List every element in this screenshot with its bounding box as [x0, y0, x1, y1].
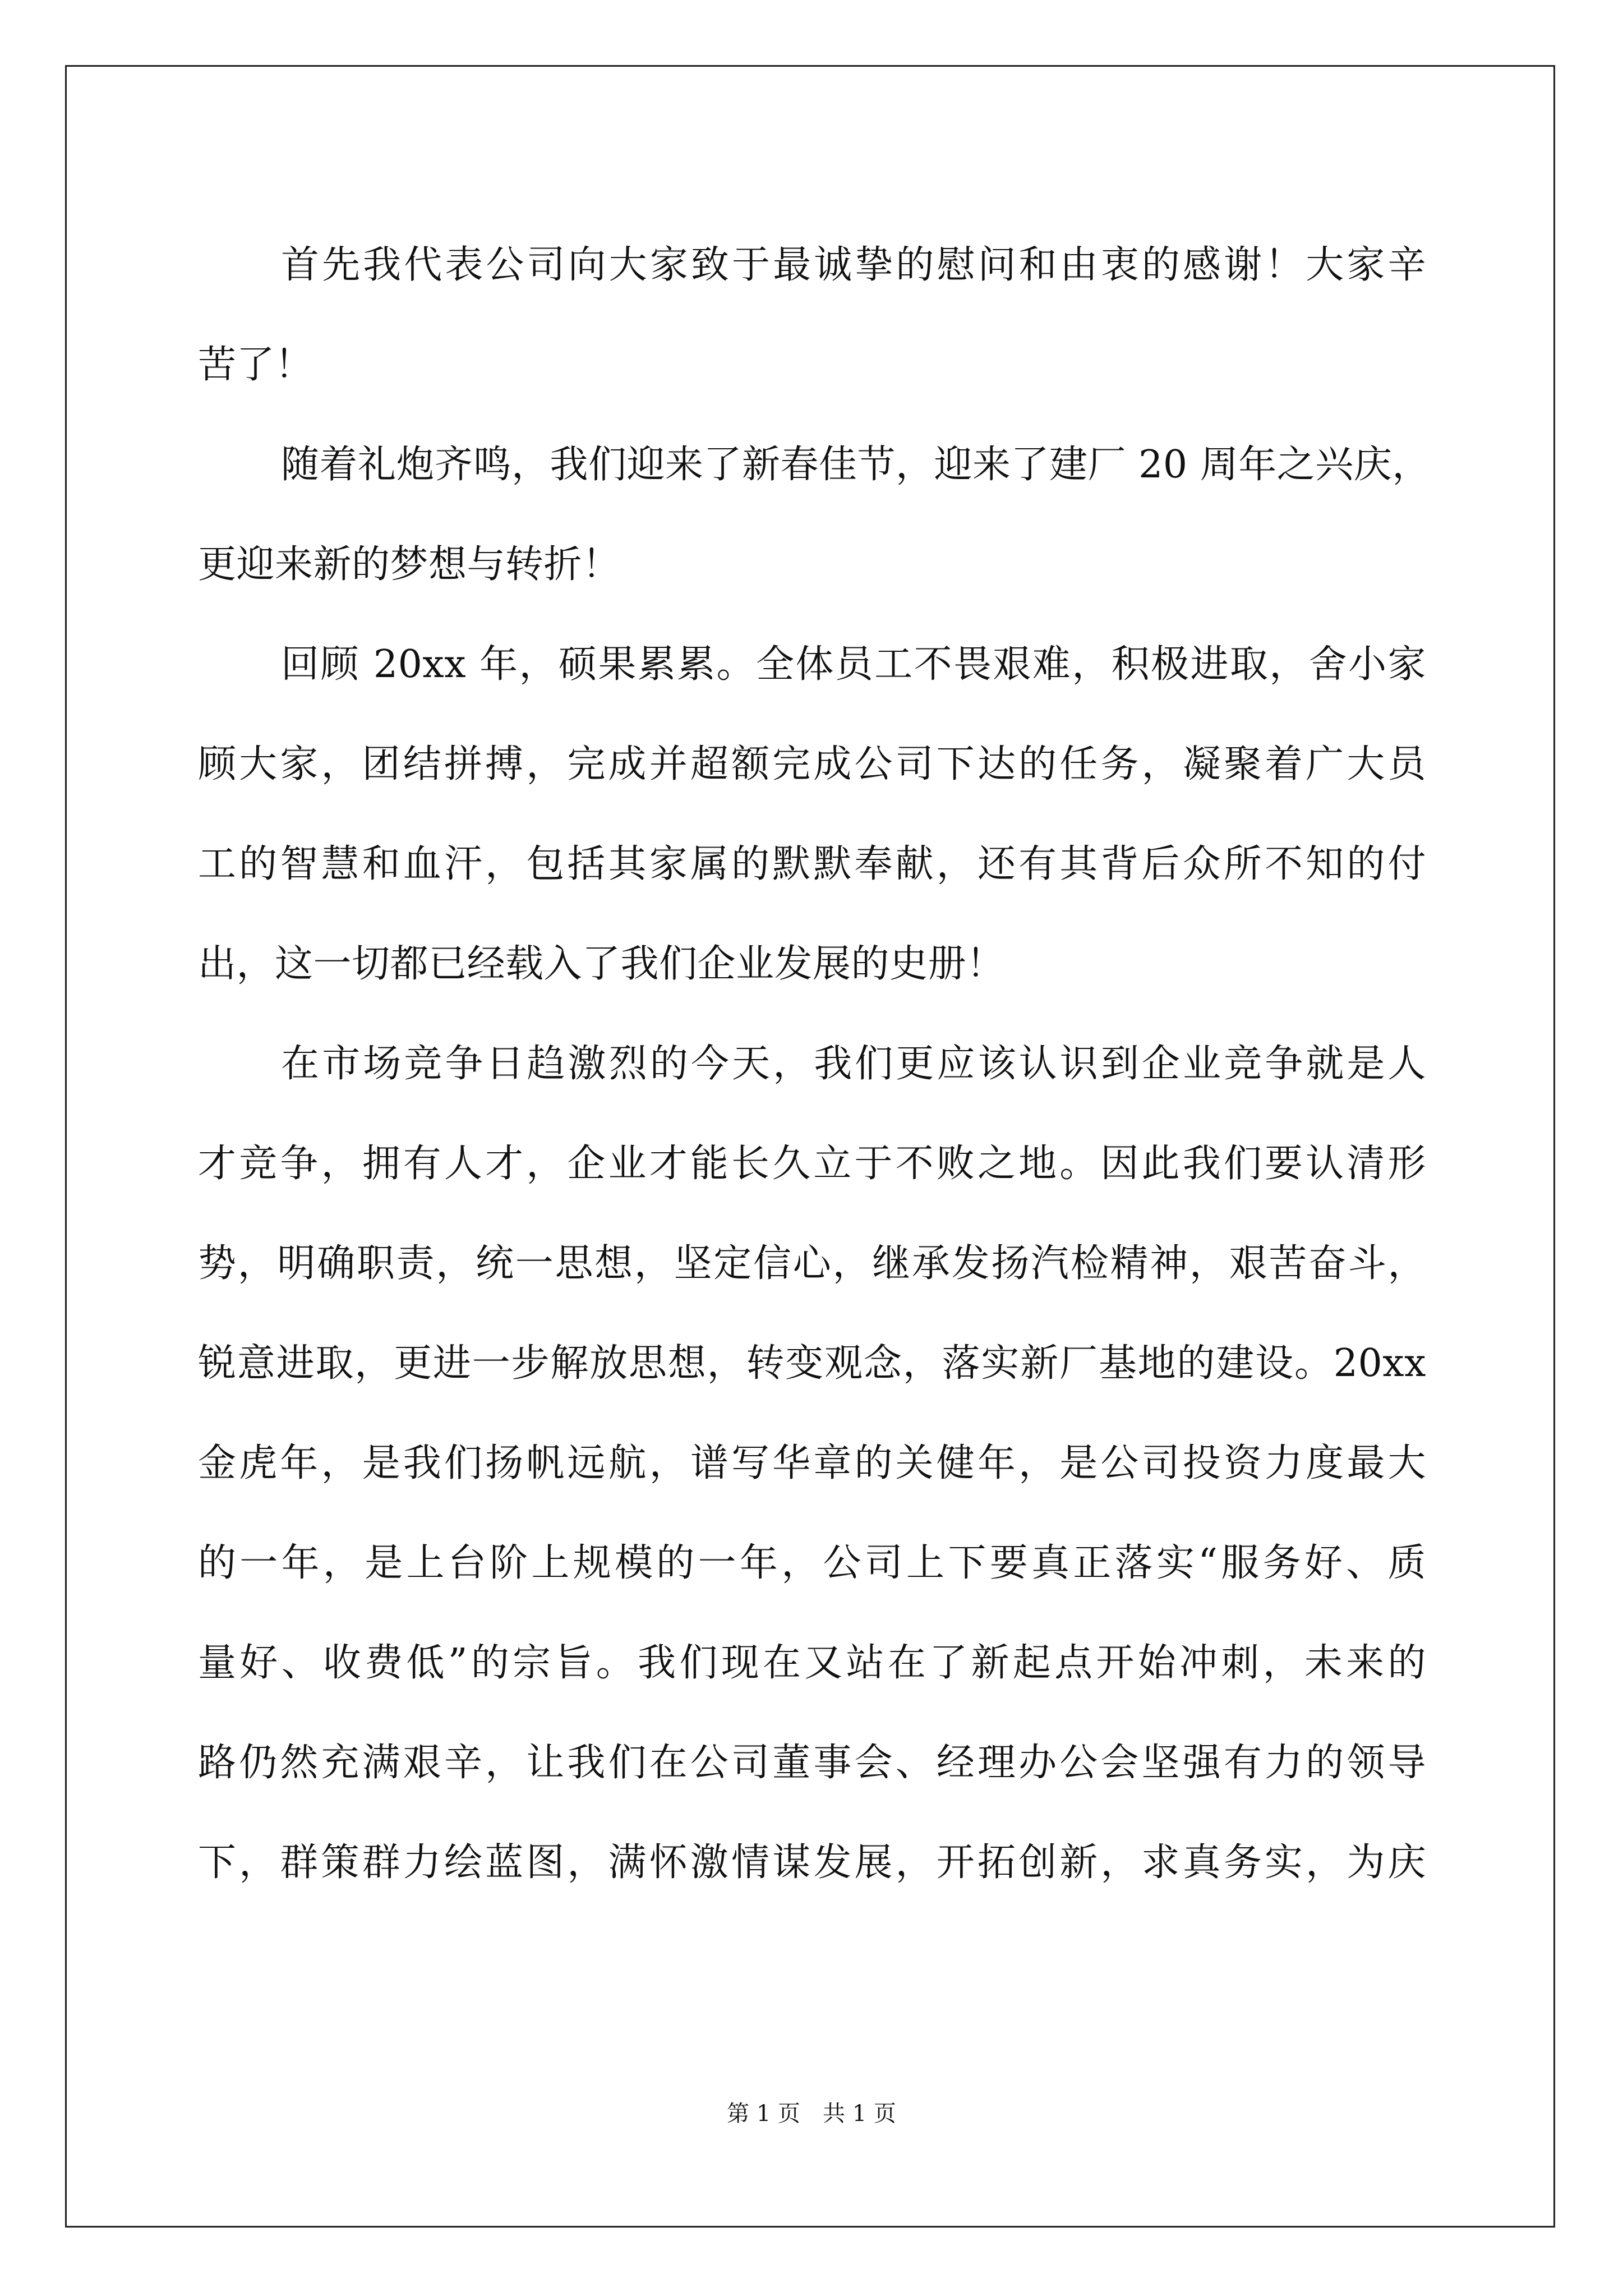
page-number: 第 1 页 共 1 页 — [727, 2101, 896, 2127]
text-line: 在市场竞争日趋激烈的今天，我们更应该认识到企业竞争就是人 — [281, 1042, 1426, 1086]
text-line: 更迎来新的梦想与转折！ — [198, 542, 621, 587]
text-line: 首先我代表公司向大家致于最诚挚的慰问和由衷的感谢！大家辛 — [281, 243, 1426, 287]
text-line: 回顾 20xx 年，硕果累累。全体员工不畏艰难，积极进取，舍小家 — [281, 642, 1426, 687]
text-line: 工的智慧和血汗，包括其家属的默默奉献，还有其背后众所不知的付 — [198, 842, 1426, 886]
text-line: 量好、收费低”的宗旨。我们现在又站在了新起点开始冲刺，未来的 — [198, 1641, 1426, 1685]
text-line: 金虎年，是我们扬帆远航，谱写华章的关健年，是公司投资力度最大 — [198, 1441, 1426, 1485]
text-line: 下，群策群力绘蓝图，满怀激情谋发展，开拓创新，求真务实，为庆 — [198, 1841, 1426, 1885]
text-line: 势，明确职责，统一思想，坚定信心，继承发扬汽检精神，艰苦奋斗， — [198, 1241, 1426, 1286]
text-line: 路仍然充满艰辛，让我们在公司董事会、经理办公会坚强有力的领导 — [198, 1741, 1426, 1785]
text-line: 顾大家，团结拼搏，完成并超额完成公司下达的任务，凝聚着广大员 — [198, 742, 1426, 786]
text-line: 锐意进取，更进一步解放思想，转变观念，落实新厂基地的建设。20xx — [198, 1341, 1426, 1386]
text-line: 才竞争，拥有人才，企业才能长久立于不败之地。因此我们要认清形 — [198, 1142, 1426, 1186]
document-body — [198, 215, 1431, 1913]
text-line: 苦了！ — [198, 343, 313, 387]
text-line: 的一年，是上台阶上规模的一年，公司上下要真正落实“服务好、质 — [198, 1541, 1426, 1585]
text-line: 出，这一切都已经载入了我们企业发展的史册！ — [198, 942, 1005, 986]
text-line: 随着礼炮齐鸣，我们迎来了新春佳节，迎来了建厂 20 周年之兴庆， — [281, 443, 1431, 487]
